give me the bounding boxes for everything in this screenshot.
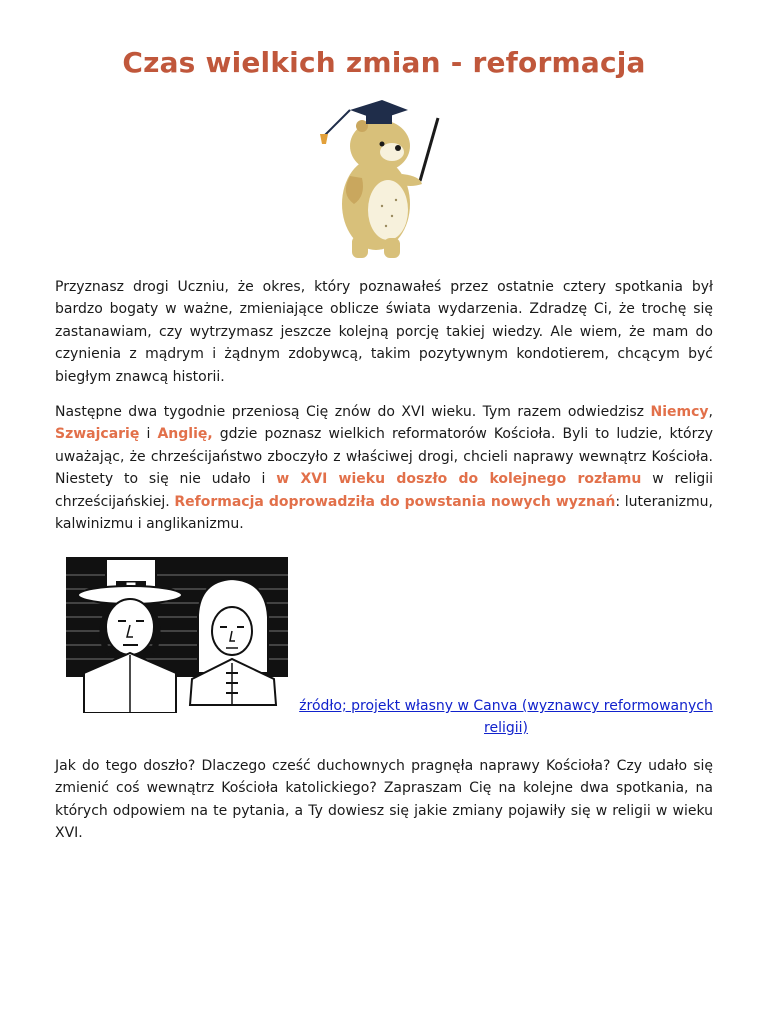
highlight-anglie: Anglię,: [157, 426, 213, 443]
highlight-rozlam: w XVI wieku doszło do kolejnego rozłamu: [276, 471, 642, 488]
intro-paragraph: Przyznasz drogi Uczniu, że okres, który poznawałeś przez ostatnie cztery spotkania był bardzo bogaty w ważne, zmieniające oblicze świata wydarzenia. Zdradzę Ci, że trochę się zastanawiam, czy wytrzymasz jeszcze kolejną porcję takiej wiedzy. Ale wiem, że mam do czynienia z mądrym i żądnym zdobywcą, takim pozytywnym kondotierem, chcącym być biegłym znawcą historii.: [55, 279, 713, 385]
text-segment: i: [139, 426, 158, 443]
page-title: Czas wielkich zmian - reformacja: [122, 46, 646, 79]
text-segment: ,: [708, 404, 713, 420]
text-segment: gdzie poznasz wielkich reformatorów Kościoła. Byli to ludzie, którzy uważając, że chrześcijaństwo zboczyło z właściwej drogi, chcieli naprawy wewnątrz Kościoła. Niestety to się nie udało i: [55, 426, 714, 488]
highlight-szwajcarie: Szwajcarię: [55, 426, 140, 443]
bear-graduate-icon: [310, 96, 445, 262]
content-paragraph: [55, 401, 713, 535]
text-segment: : luteranizmu, kalwinizmu i anglikanizmu.: [55, 493, 713, 533]
text-segment: Następne dwa tygodnie przeniosą Cię znów do XVI wieku. Tym razem odwiedzisz: [55, 404, 651, 420]
text-segment: w religii chrześcijańskiej.: [55, 471, 713, 510]
pilgrims-illustration: [64, 555, 290, 713]
closing-paragraph: Jak do tego doszło? Dlaczego cześć duchownych pragnęła naprawy Kościoła? Czy udało się zmienić coś wewnątrz Kościoła katolickiego? Zapraszam Cię na kolejne dwa spotkania, na których odpowiem na te pytania, a Ty dowiesz się jakie zmiany pojawiły się w religii w wieku XVI.: [55, 758, 713, 842]
image-source-link[interactable]: źródło; projekt własny w Canva (wyznawcy reformowanych religii): [299, 698, 713, 736]
highlight-reformacja: Reformacja doprowadziła do powstania nowych wyznań: [174, 493, 616, 510]
highlight-niemcy: Niemcy: [650, 404, 709, 420]
